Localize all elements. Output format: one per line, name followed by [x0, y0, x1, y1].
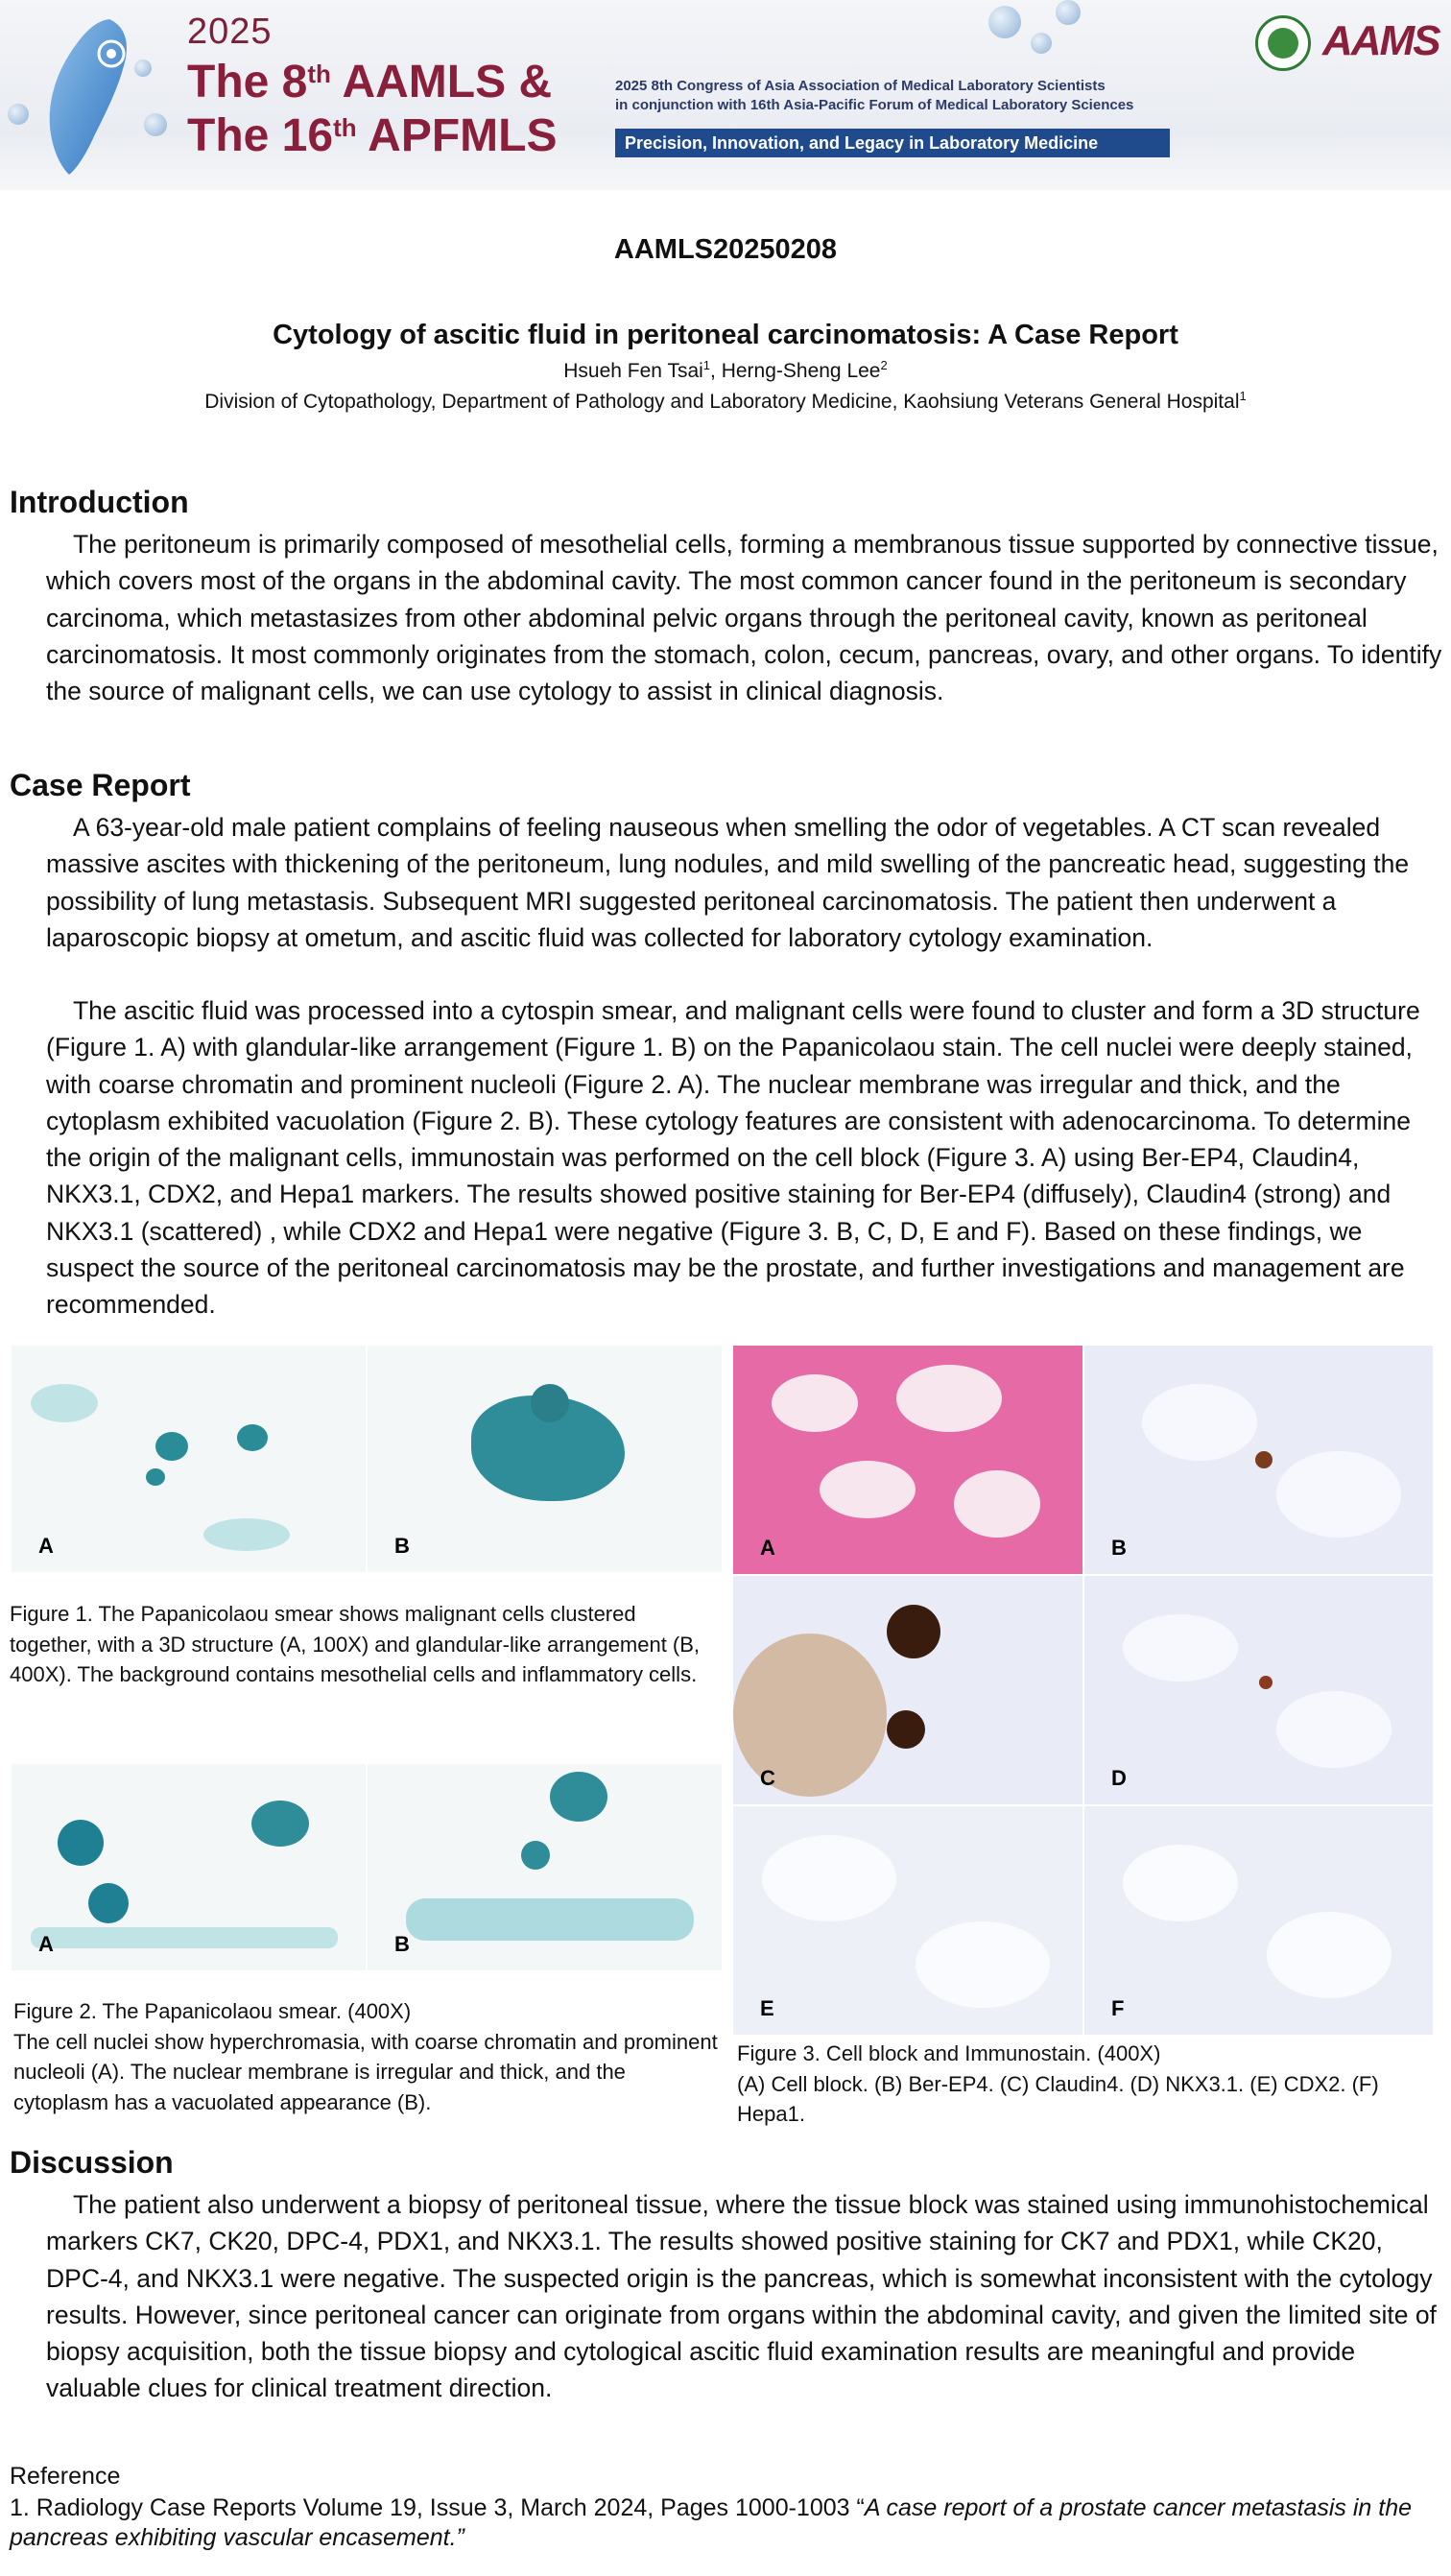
aams-logo: AAMS — [1322, 17, 1439, 64]
figure-2-caption — [13, 1996, 724, 2117]
authors: Hsueh Fen Tsai$^1$, Herng-Sheng Lee$^2$ — [563, 358, 888, 382]
decorative-bubble — [134, 60, 152, 77]
discussion-text: The patient also underwent a biopsy of peritoneal tissue, where the tissue block was stained using immunohistochemical markers CK7, CK20, DPC-4, PDX1, and NKX3.1. The results showed positive staining for CK7 and PDX1, while CK20, DPC-4, and NKX3.1 were negative. The suspected origin is the pancreas, which is somewhat inconsistent with the cytology results. However, since peritoneal cancer can originate from organs within the abdominal cavity, and given the limited site of biopsy acquisition, both the tissue biopsy and cytological ascitic fluid examination results are meaningful and provide valuable clues for clinical treatment direction. — [46, 2190, 1437, 2403]
abstract-code: AAMLS20250208 — [613, 234, 838, 265]
figure-1a-image — [12, 1346, 366, 1572]
figure-2a-label: A — [38, 1932, 54, 1956]
decorative-bubble — [1031, 33, 1052, 54]
figure-2b-image — [368, 1764, 722, 1970]
case-report-heading: Case Report — [10, 768, 191, 802]
figure-3b-label: B — [1111, 1536, 1127, 1560]
society-emblem-icon — [1255, 15, 1311, 71]
decorative-bubble — [1056, 0, 1081, 25]
figure-1b-image — [368, 1346, 722, 1572]
figure-2-caption-body: The cell nuclei show hyperchromasia, with coarse chromatin and prominent nucleoli (A). The nuclear membrane is irregular and thick, and the cytoplasm has a vacuolated appearance (B). — [13, 2029, 718, 2114]
banner-tagline: Precision, Innovation, and Legacy in Laboratory Medicine — [615, 129, 1170, 157]
figure-3a-label: A — [760, 1536, 775, 1560]
figure-3-caption-title: Figure 3. Cell block and Immunostain. (400X) — [737, 2041, 1161, 2065]
figure-3a-image — [733, 1346, 1082, 1574]
introduction-text: The peritoneum is primarily composed of mesothelial cells, forming a membranous tissue supported by connective tissue, which covers most of the organs in the abdominal cavity. The most common cancer found in the peritoneum is secondary carcinoma, which metastasizes from other abdominal pelvic organs through the peritoneal cavity, known as peritoneal carcinomatosis. It most commonly originates from the stomach, colon, cecum, pancreas, ovary, and other organs. To identify the source of malignant cells, we can use cytology to assist in clinical diagnosis. — [46, 530, 1442, 706]
banner-title-line-2: The 16th APFMLS — [187, 110, 558, 161]
banner-year: 2025 — [187, 12, 273, 52]
figure-2-caption-title: Figure 2. The Papanicolaou smear. (400X) — [13, 1999, 412, 2023]
banner-title-line-1: The 8th AAMLS & — [187, 57, 553, 107]
figure-1a-label: A — [38, 1534, 54, 1558]
case-report-paragraph-2: The ascitic fluid was processed into a cytospin smear, and malignant cells were found to cluster and form a 3D structure (Figure 1. A) with glandular-like arrangement (Figure 1. B) on the Papanicolaou stain. The cell nuclei were deeply stained, with coarse chromatin and prominent nucleoli (Figure 2. A). The nuclear membrane was irregular and thick, and the cytoplasm exhibited vacuolation (Figure 2. B). These cytology features are consistent with adenocarcinoma. To determine the origin of the malignant cells, immunostain was performed on the cell block (Figure 3. A) using Ber-EP4, Claudin4, NKX3.1, CDX2, and Hepa1 markers. The results showed positive staining for Ber-EP4 (diffusely), Claudin4 (strong) and NKX3.1 (scattered) , while CDX2 and Hepa1 were negative (Figure 3. B, C, D, E and F). Based on these findings, we suspect the source of the peritoneal carcinomatosis may be the prostate, and further investigations and management are recommended. — [46, 996, 1420, 1320]
figure-2b-label: B — [394, 1932, 410, 1956]
figure-3f-label: F — [1111, 1996, 1125, 2020]
introduction-heading: Introduction — [10, 485, 189, 519]
figure-3e-image — [733, 1806, 1082, 2035]
figure-1-caption: Figure 1. The Papanicolaou smear shows malignant cells clustered together, with a 3D structure (A, 100X) and glandular-like arrangement (B, 400X). The background contains mesothelial cells and inflammatory cells. — [10, 1602, 701, 1686]
case-report-paragraph-1: A 63-year-old male patient complains of feeling nauseous when smelling the odor of vegetables. A CT scan revealed massive ascites with thickening of the peritoneum, lung nodules, and mild swelling of the pancreatic head, suggesting the possibility of lung metastasis. Subsequent MRI suggested peritoneal carcinomatosis. The patient then underwent a laparoscopic biopsy at ometum, and ascitic fluid was collected for laboratory cytology examination. — [46, 813, 1410, 952]
affiliation: Division of Cytopathology, Department of Pathology and Laboratory Medicine, Kaohsiung Veterans General Hospital$^1$ — [204, 389, 1247, 413]
banner-congress-text: 2025 8th Congress of Asia Association of Medical Laboratory Scientists in conjunction with 16th Asia-Pacific Forum of Medical Laboratory Sciences — [615, 78, 1134, 113]
decorative-bubble — [988, 6, 1021, 38]
figure-3d-label: D — [1111, 1766, 1127, 1790]
conference-banner — [0, 0, 1451, 190]
figure-3c-image — [733, 1576, 1082, 1804]
figure-2a-image — [12, 1764, 366, 1970]
figure-3c-label: C — [760, 1766, 775, 1790]
decorative-bubble — [144, 113, 167, 136]
figure-3b-image — [1084, 1346, 1433, 1574]
decorative-bubble — [8, 104, 29, 125]
reference-citation: 1. Radiology Case Reports Volume 19, Issue 3, March 2024, Pages 1000-1003 “A case report of a prostate cancer metastasis in the pancreas exhibiting vascular encasement.” — [10, 2494, 1413, 2551]
taiwan-map-icon — [42, 13, 134, 179]
reference-heading: Reference — [10, 2463, 121, 2490]
discussion-heading: Discussion — [10, 2145, 174, 2180]
figure-3e-label: E — [760, 1996, 774, 2020]
figure-1b-label: B — [394, 1534, 410, 1558]
figure-3d-image — [1084, 1576, 1433, 1804]
reference-article-title: A case report of a prostate cancer metastasis in the pancreas exhibiting vascular encasement.” — [10, 2494, 1413, 2551]
figure-3f-image — [1084, 1806, 1433, 2035]
figure-3-caption-body: (A) Cell block. (B) Ber-EP4. (C) Claudin4. (D) NKX3.1. (E) CDX2. (F) Hepa1. — [737, 2071, 1379, 2126]
paper-title: Cytology of ascitic fluid in peritoneal carcinomatosis: A Case Report — [273, 320, 1178, 350]
figure-3-caption — [737, 2039, 1438, 2130]
